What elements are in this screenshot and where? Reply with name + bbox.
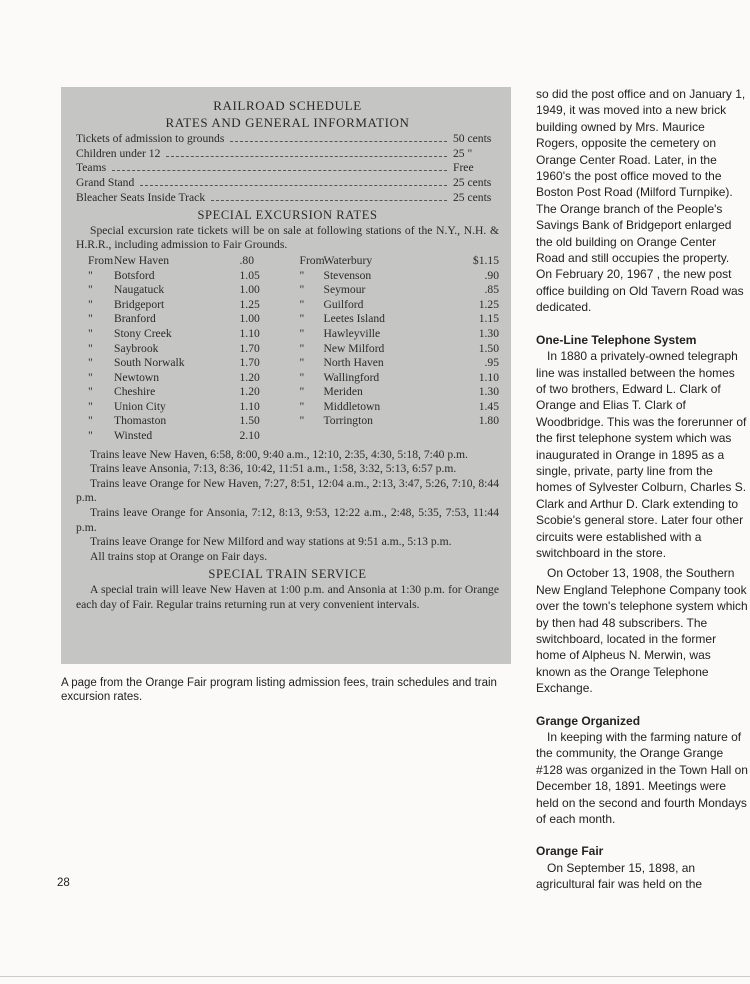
article-paragraph: so did the post office and on January 1, 1949, it was moved into a new brick building owned by Mrs. Maurice Rogers, opposite the cemetery on Orange Center Road. Later, in the 1960's the post office moved to the Boston Post Road (Milford Turnpike). The Orange branch of the People's Savings Bank of Bridgeport enlarged the old building on Orange Center Road and still occupies the property. On February 20, 1967 , the new post office building on Old Tavern Road was dedicated.	[536, 87, 746, 315]
station-name: South Norwalk	[114, 356, 185, 370]
train-line: Trains leave Orange for New Milford and way stations at 9:51 a.m., 5:13 p.m.	[90, 535, 452, 549]
fare-price: 1.20	[239, 370, 260, 384]
fee-list	[76, 132, 499, 205]
fare-price: 1.30	[478, 326, 499, 340]
fare-price: 1.45	[478, 399, 499, 413]
rate-prefix: "	[299, 385, 305, 399]
rate-prefix: "	[88, 370, 93, 384]
rate-row	[76, 269, 288, 284]
rate-row	[76, 356, 288, 371]
special-service-text: A special train will leave New Haven at 1:00 p.m. and Ansonia at 1:30 p.m. for Orange each day of Fair. Regular trains returning run at very convenient intervals.	[76, 583, 499, 611]
fare-price: 1.25	[478, 297, 499, 311]
dotted-leader	[230, 140, 447, 142]
fee-row	[76, 176, 499, 191]
station-name: Waterbury	[323, 253, 373, 267]
rate-row	[288, 414, 500, 429]
fare-price: 1.80	[478, 414, 499, 428]
fare-price: 1.25	[239, 297, 260, 311]
rate-prefix: From	[299, 253, 325, 267]
rate-row	[76, 342, 288, 357]
fare-price: 1.50	[478, 341, 499, 355]
station-name: Cheshire	[114, 385, 156, 399]
excursion-rates-table	[76, 254, 499, 444]
station-name: Winsted	[114, 429, 153, 443]
rate-prefix: "	[88, 429, 93, 443]
fee-value: 25 cents	[453, 175, 492, 189]
fare-price: 1.10	[239, 326, 260, 340]
rate-row	[288, 371, 500, 386]
rate-prefix: "	[88, 268, 93, 282]
rate-prefix: "	[88, 385, 93, 399]
rate-row	[288, 269, 500, 284]
fee-label: Bleacher Seats Inside Track	[76, 190, 206, 204]
excursion-intro: Special excursion rate tickets will be on sale at following stations of the N.Y., N.H. & H.R.R., including admission to Fair Grounds.	[76, 223, 499, 252]
fare-price: .95	[484, 356, 499, 370]
rate-row	[76, 414, 288, 429]
rate-prefix: "	[88, 356, 93, 370]
dotted-leader	[112, 169, 447, 171]
article-paragraph: On September 15, 1898, an agricultural fair was held on the	[536, 860, 703, 892]
fee-value: 25 cents	[453, 190, 492, 204]
train-line: Trains leave Orange for Ansonia, 7:12, 8:13, 9:53, 12:22 a.m., 2:48, 5:35, 7:53, 11:44 p.m.	[76, 506, 499, 534]
fare-price: 1.20	[239, 385, 260, 399]
rate-prefix: "	[299, 356, 305, 370]
rate-prefix: "	[299, 399, 305, 413]
schedule-title: RAILROAD SCHEDULE	[213, 98, 362, 113]
article-paragraph: In 1880 a privately-owned telegraph line was installed between the homes of two brothers, Edward L. Clark of Orange and Elias T. Clark of Woodbridge. This was the forerunner of the first telephone system which was inaugurated in Orange in 1895 as a single, private, party line from the homes of Sylvester Colburn, Charles S. Clark and Arthur D. Clark extending to Scobie's general store. Later four other circuits were established with a switchboard in the store.	[536, 349, 747, 560]
section-heading: Orange Fair	[536, 844, 604, 859]
station-name: Guilford	[323, 297, 364, 311]
rate-prefix: From	[88, 253, 114, 267]
rates-left-column	[76, 254, 288, 444]
rates-right-column	[288, 254, 500, 444]
rate-row	[76, 371, 288, 386]
fare-price: 1.70	[239, 356, 260, 370]
railroad-schedule-image	[61, 87, 511, 664]
fare-price: 1.30	[478, 385, 499, 399]
fee-value: 50 cents	[453, 132, 492, 146]
fare-price: .80	[239, 253, 254, 267]
train-line: Trains leave New Haven, 6:58, 8:00, 9:40 a.m., 12:10, 2:35, 4:30, 5:18, 7:40 p.m.	[90, 447, 468, 461]
rate-row	[288, 298, 500, 313]
special-service-heading: SPECIAL TRAIN SERVICE	[208, 567, 367, 582]
train-times	[76, 448, 499, 565]
fee-row	[76, 147, 499, 162]
rate-row	[288, 385, 500, 400]
fee-label: Grand Stand	[76, 175, 135, 189]
station-name: Wallingford	[323, 370, 380, 384]
fare-price: 1.50	[239, 414, 260, 428]
rate-prefix: "	[88, 312, 93, 326]
fare-price: 1.10	[239, 399, 260, 413]
section-heading: One-Line Telephone System	[536, 332, 697, 347]
dotted-leader	[140, 184, 447, 186]
dotted-leader	[211, 199, 447, 201]
rate-prefix: "	[299, 268, 305, 282]
fee-label: Tickets of admission to grounds	[76, 132, 225, 146]
schedule-subtitle: RATES AND GENERAL INFORMATION	[165, 114, 410, 130]
station-name: Branford	[114, 312, 156, 326]
station-name: Torrington	[323, 414, 373, 428]
rate-prefix: "	[299, 297, 305, 311]
rate-row	[76, 298, 288, 313]
station-name: New Haven	[114, 253, 170, 267]
station-name: Newtown	[114, 370, 160, 384]
station-name: Stevenson	[323, 268, 372, 282]
station-name: Thomaston	[114, 414, 167, 428]
station-name: Stony Creek	[114, 326, 172, 340]
station-name: Seymour	[323, 283, 366, 297]
article-paragraph: In keeping with the farming nature of the community, the Orange Grange #128 was organized in the Town Hall on December 18, 1891. Meetings were held on the second and fourth Mondays of each month.	[536, 730, 748, 827]
rate-prefix: "	[88, 414, 93, 428]
rate-prefix: "	[88, 326, 93, 340]
rate-row	[76, 327, 288, 342]
section-heading: Grange Organized	[536, 713, 641, 728]
dotted-leader	[166, 155, 447, 157]
fee-label: Children under 12	[76, 146, 161, 160]
station-name: Union City	[114, 399, 166, 413]
fare-price: 2.10	[239, 429, 260, 443]
excursion-heading: SPECIAL EXCURSION RATES	[197, 208, 378, 223]
rate-row	[76, 312, 288, 327]
fare-price: 1.05	[239, 268, 260, 282]
fee-value: 25 "	[453, 146, 473, 160]
train-line: Trains leave Ansonia, 7:13, 8:36, 10:42, 11:51 a.m., 1:58, 3:32, 5:13, 6:57 p.m.	[90, 462, 457, 476]
rate-prefix: "	[299, 326, 305, 340]
rate-row	[288, 400, 500, 415]
station-name: Meriden	[323, 385, 363, 399]
rate-prefix: "	[299, 283, 305, 297]
page-number: 28	[57, 877, 70, 889]
station-name: North Haven	[323, 356, 384, 370]
rate-row	[288, 342, 500, 357]
fee-row	[76, 132, 499, 147]
fare-price: .85	[484, 283, 499, 297]
train-line: Trains leave Orange for New Haven, 7:27, 8:51, 12:04 a.m., 2:13, 3:47, 5:26, 7:10, 8:44 p.m.	[76, 476, 499, 505]
rate-prefix: "	[299, 312, 305, 326]
fee-label: Teams	[76, 161, 107, 175]
station-name: Hawleyville	[323, 326, 381, 340]
image-caption: A page from the Orange Fair program listing admission fees, train schedules and train excursion rates.	[61, 677, 497, 703]
rate-prefix: "	[299, 370, 305, 384]
rate-row	[288, 356, 500, 371]
rate-prefix: "	[88, 297, 93, 311]
fare-price: 1.00	[239, 283, 260, 297]
rate-row	[288, 254, 500, 269]
rate-prefix: "	[88, 399, 93, 413]
rate-row	[76, 429, 288, 444]
rate-row	[76, 254, 288, 269]
train-line: All trains stop at Orange on Fair days.	[90, 549, 268, 563]
fare-price: 1.00	[239, 312, 260, 326]
rate-row	[288, 283, 500, 298]
article-paragraph: On October 13, 1908, the Southern New England Telephone Company took over the town's telephone system which by then had 48 subscribers. The switchboard, located in the former home of Alpheus N. Merwin, was known as the Orange Telephone Exchange.	[536, 566, 748, 696]
fare-price: 1.10	[478, 370, 499, 384]
page-bottom-rule	[0, 976, 750, 977]
rate-prefix: "	[88, 283, 93, 297]
station-name: Naugatuck	[114, 283, 165, 297]
fee-row	[76, 161, 499, 176]
fare-price: 1.70	[239, 341, 260, 355]
fare-price: .90	[484, 268, 499, 282]
rate-row	[288, 312, 500, 327]
station-name: Bridgeport	[114, 297, 165, 311]
article-column	[536, 86, 748, 893]
station-name: Middletown	[323, 399, 381, 413]
rate-row	[288, 327, 500, 342]
rate-row	[76, 400, 288, 415]
fare-price: $1.15	[472, 253, 499, 267]
fee-value: Free	[453, 161, 474, 175]
station-name: New Milford	[323, 341, 385, 355]
fee-row	[76, 191, 499, 206]
rate-prefix: "	[299, 341, 305, 355]
station-name: Saybrook	[114, 341, 159, 355]
rate-row	[76, 283, 288, 298]
rate-row	[76, 385, 288, 400]
station-name: Leetes Island	[323, 312, 385, 326]
station-name: Botsford	[114, 268, 155, 282]
rate-prefix: "	[299, 414, 305, 428]
rate-prefix: "	[88, 341, 93, 355]
fare-price: 1.15	[478, 312, 499, 326]
